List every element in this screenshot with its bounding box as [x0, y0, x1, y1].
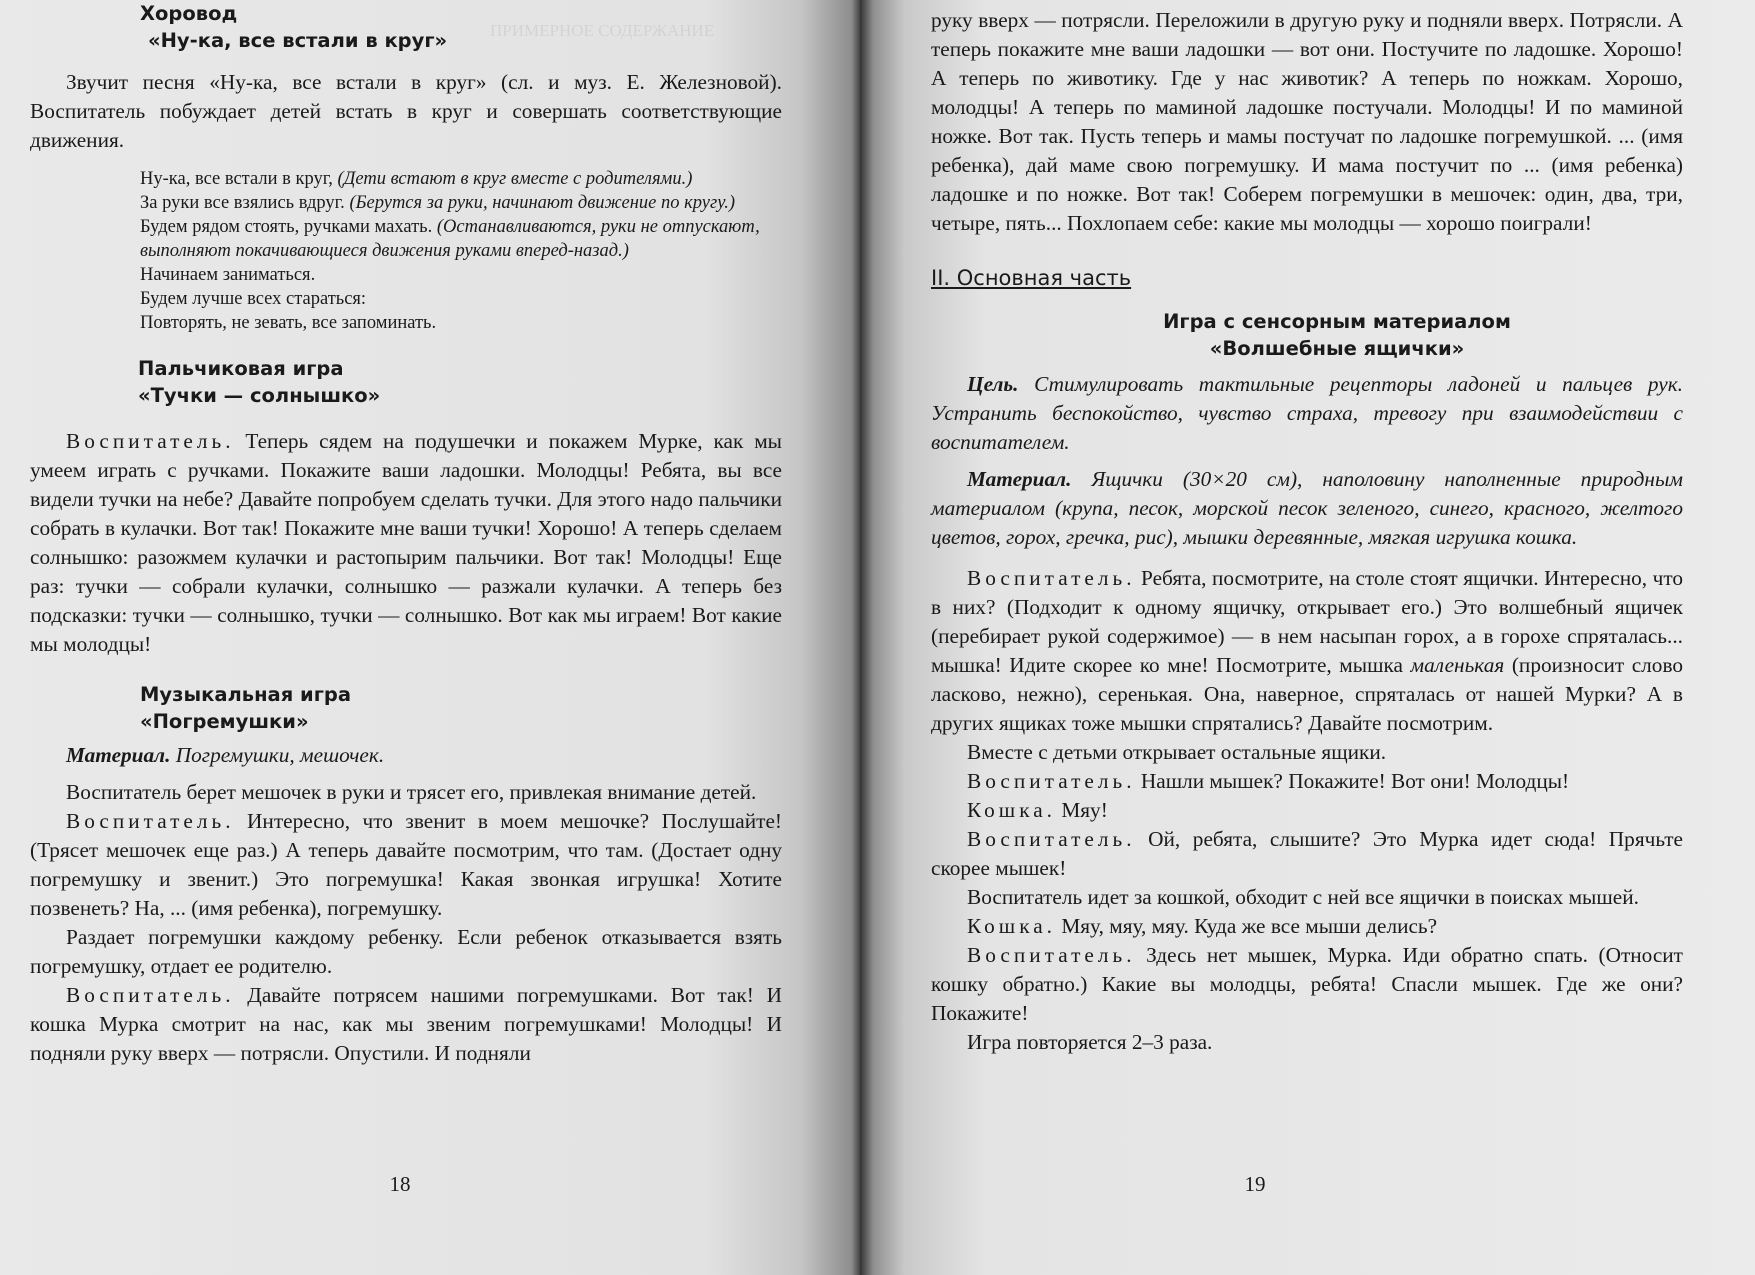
material-line-right: Материал. Ящички (30×20 см), наполовину наполненные природным материалом (крупа, песок, морской песок зеленого, синего, красного, желтого цветов, горох, гречка, рис), мышки деревянные, мягкая игрушка кошка. — [931, 467, 1683, 549]
song-line: Повторять, не зевать, все запоминать. — [140, 313, 437, 333]
paragraph-bag: Воспитатель берет мешочек в руки и трясет его, привлекая внимание детей. — [66, 780, 757, 804]
song-lyrics — [140, 167, 782, 335]
song-line: Ну-ка, все встали в круг, (Дети встают в круг вместе с родителями.) — [140, 169, 693, 189]
heading-sensory-game: Игра с сенсорным материалом — [1163, 310, 1511, 333]
paragraph-ring: Воспитатель. Интересно, что звенит в моем мешочке? Послушайте! (Трясет мешочек еще раз.) А теперь давайте посмотрим, что там. (Достает одну погремушку и звенит.) Это погремушка! Какая звонкая игрушка! Хотите позвенеть? На, ... (имя ребенка), погремушку. — [30, 809, 782, 920]
paragraph-walk: Воспитатель идет за кошкой, обходит с ней все ящички в поисках мышей. — [967, 885, 1639, 909]
heading-music-game-title: «Погремушки» — [140, 710, 309, 733]
paragraph-continued: руку вверх — потрясли. Переложили в другую руку и подняли вверх. Потрясли. А теперь покажите мне ваши ладошки — вот они. Постучите по ладошке. Хорошо! А теперь по животику. Где у нас животик? А теперь по ножкам. Хорошо, молодцы! А теперь по маминой ладошке постучали. Молодцы! И по маминой ножке. Вот так. Пусть теперь и мамы постучат по ладошке погремушкой. ... (имя ребенка), дай маме свою погремушку. И мама постучит по ... (имя ребенка) ладошке и по ножке. Вот так! Соберем погремушки в мешочек: один, два, три, четыре, пять... Похлопаем себе: какие мы молодцы — хорошо поиграли! — [931, 8, 1683, 235]
heading-finger-game: Пальчиковая игра — [138, 357, 344, 380]
left-page — [0, 0, 860, 1275]
paragraph-found: Воспитатель. Нашли мышек? Покажите! Вот они! Молодцы! — [967, 769, 1570, 793]
paragraph-repeat: Игра повторяется 2–3 раза. — [967, 1030, 1213, 1054]
right-page — [860, 0, 1755, 1275]
heading-khorovod-title: «Ну-ка, все встали в круг» — [148, 29, 448, 52]
page-number-right: 19 — [1244, 1172, 1266, 1196]
bleed-through-text: ПРИМЕРНОЕ СОДЕРЖАНИЕ — [490, 21, 715, 40]
paragraph-no-mice: Воспитатель. Здесь нет мышек, Мурка. Иди обратно спать. (Относит кошку обратно.) Какие вы молодцы, ребята! Спасли мышек. Где же они? Покажите! — [931, 943, 1683, 1025]
material-line: Материал. Погремушки, мешочек. — [66, 743, 385, 767]
heading-sensory-game-title: «Волшебные ящички» — [1209, 337, 1465, 360]
heading-khorovod: Хоровод — [140, 2, 238, 25]
paragraph-boxes: Воспитатель. Ребята, посмотрите, на столе стоят ящички. Интересно, что в них? (Подходит к одному ящичку, открывает его.) Это волшебный ящичек (перебирает рукой содержимое) — в нем насыпан горох, а в горохе спряталась... мышка! Идите скорее ко мне! Посмотрите, мышка маленькая (произносит слово ласково, нежно), серенькая. Она, наверное, спряталась от нашей Мурки? А в других ящиках тоже мышки спрятались? Давайте посмотрим. — [931, 566, 1683, 735]
paragraph-give: Раздает погремушки каждому ребенку. Если ребенок отказывается взять погремушку, отдает ее родителю. — [30, 925, 782, 978]
paragraph-tuchki: Воспитатель. Теперь сядем на подушечки и покажем Мурке, как мы умеем играть с ручками. Покажите ваши ладошки. Молодцы! Ребята, вы все видели тучки на небе? Давайте попробуем сделать тучки. Для этого надо пальчики собрать в кулачки. Вот так! Покажите мне ваши тучки! Хорошо! А теперь сделаем солнышко: разожмем кулачки и растопырим пальчики. Вот так! Молодцы! Еще раз: тучки — собрали кулачки, солнышко — разжали кулачки. А теперь без подсказки: тучки — солнышко, тучки — солнышко. Вот как мы играем! Вот какие мы молодцы! — [30, 429, 782, 656]
song-line: Будем лучше всех стараться: — [140, 289, 367, 309]
heading-finger-game-title: «Тучки — солнышко» — [138, 384, 381, 407]
intro-paragraph: Звучит песня «Ну-ка, все встали в круг» (сл. и муз. Е. Железновой). Воспитатель побуждает детей встать в круг и совершать соответствующие движения. — [30, 70, 782, 152]
heading-music-game: Музыкальная игра — [140, 683, 351, 706]
paragraph-shake: Воспитатель. Давайте потрясем нашими погремушками. Вот так! И кошка Мурка смотрит на нас, как мы звеним погремушками! Молодцы! И подняли руку вверх — потрясли. Опустили. И подняли — [30, 983, 782, 1065]
song-line: Начинаем заниматься. — [140, 265, 316, 285]
paragraph-cat-1: Кошка. Мяу! — [967, 798, 1108, 822]
paragraph-hide: Воспитатель. Ой, ребята, слышите? Это Мурка идет сюда! Прячьте скорее мышек! — [931, 827, 1683, 880]
song-line: Будем рядом стоять, ручками махать. (Останавливаются, руки не отпускают, выполняют покачивающиеся движения руками вперед-назад.) — [140, 217, 760, 261]
section-title: II. Основная часть — [931, 266, 1132, 290]
goal-line: Цель. Стимулировать тактильные рецепторы ладоней и пальцев рук. Устранить беспокойство, чувство страха, тревогу при взаимодействии с воспитателем. — [931, 372, 1683, 454]
paragraph-cat-2: Кошка. Мяу, мяу, мяу. Куда же все мыши делись? — [967, 914, 1438, 938]
page-number-left: 18 — [389, 1172, 411, 1196]
song-line: За руки все взялись вдруг. (Берутся за руки, начинают движение по кругу.) — [140, 193, 736, 213]
paragraph-open: Вместе с детьми открывает остальные ящики. — [967, 740, 1387, 764]
